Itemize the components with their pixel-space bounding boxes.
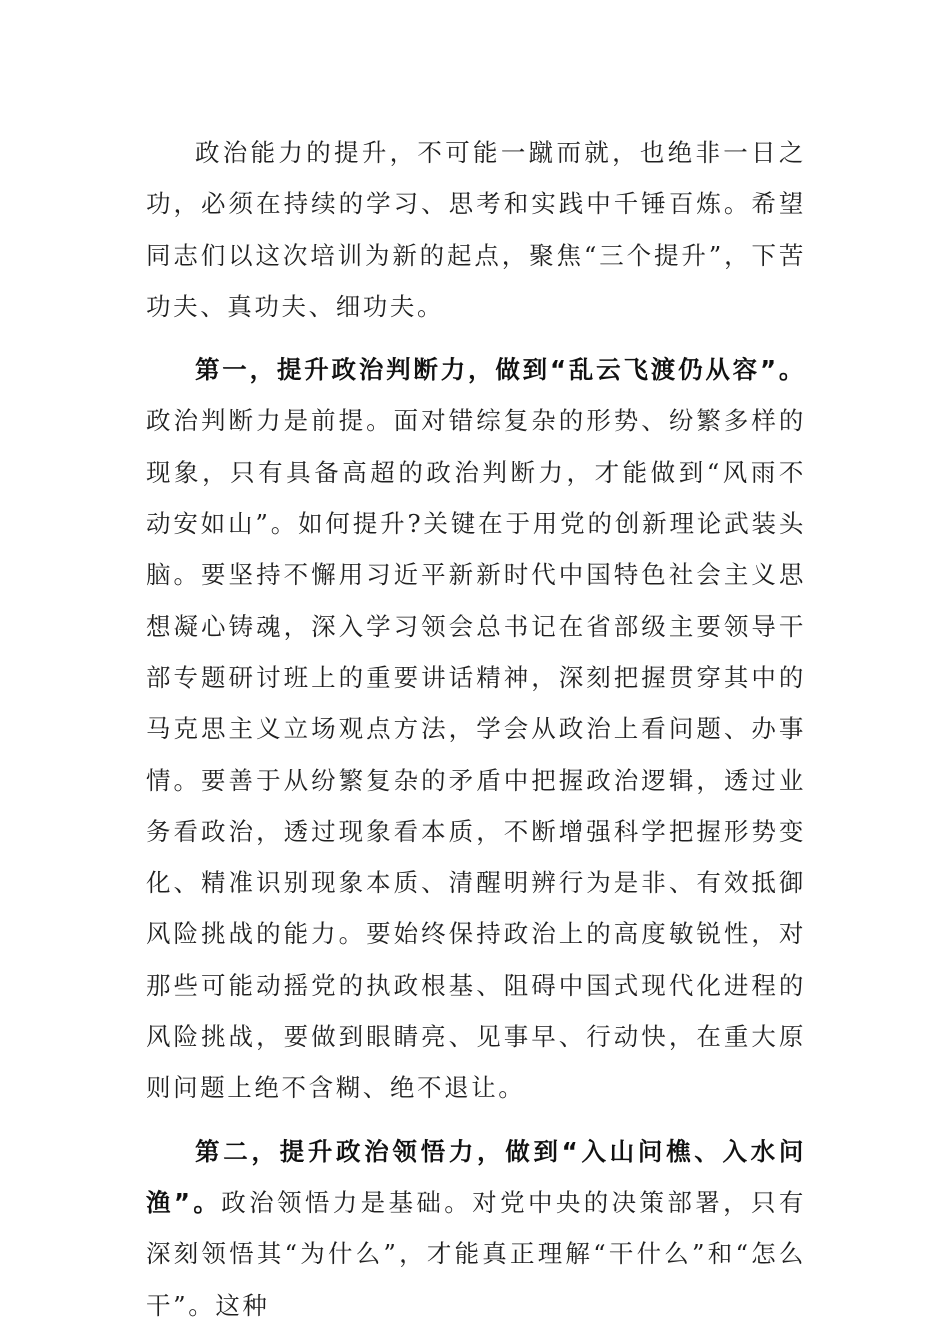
paragraph-text: 政治判断力是前提。面对错综复杂的形势、纷繁多样的现象，只有具备高超的政治判断力，才能做到“风雨不动安如山”。如何提升?关键在于用党的创新理论武装头脑。要坚持不懈用习近平新新时代中国特色社会主义思想凝心铸魂，深入学习领会总书记在省部级主要领导干部专题研讨班上的重要讲话精神，深刻把握贯穿其中的马克思主义立场观点方法，学会从政治上看问题、办事情。要善于从纷繁复杂的矛盾中把握政治逻辑，透过业务看政治，透过现象看本质，不断增强科学把握形势变化、精准识别现象本质、清醒明辨行为是非、有效抵御风险挑战的能力。要始终保持政治上的高度敏锐性，对那些可能动摇党的执政根基、阻碍中国式现代化进程的风险挑战，要做到眼睛亮、见事早、行动快，在重大原则问题上绝不含糊、绝不退让。 (146, 406, 806, 1103)
paragraph-heading: 第一，提升政治判断力，做到“乱云飞渡仍从容”。 (195, 355, 806, 385)
paragraph-political-understanding (146, 1126, 806, 1331)
paragraph-political-judgment (146, 344, 806, 1113)
document-body (146, 127, 806, 1331)
paragraph-intro (146, 127, 806, 332)
paragraph-heading: 第二，提升政治领悟力，做到“入山问樵、入水问渔”。 (146, 1136, 806, 1217)
paragraph-text: 政治能力的提升，不可能一蹴而就，也绝非一日之功，必须在持续的学习、思考和实践中千锤百炼。希望同志们以这次培训为新的起点，聚焦“三个提升”，下苦功夫、真功夫、细功夫。 (146, 138, 806, 321)
paragraph-text: 政治领悟力是基础。对党中央的决策部署，只有深刻领悟其“为什么”，才能真正理解“干什么”和“怎么干”。这种 (146, 1187, 806, 1320)
